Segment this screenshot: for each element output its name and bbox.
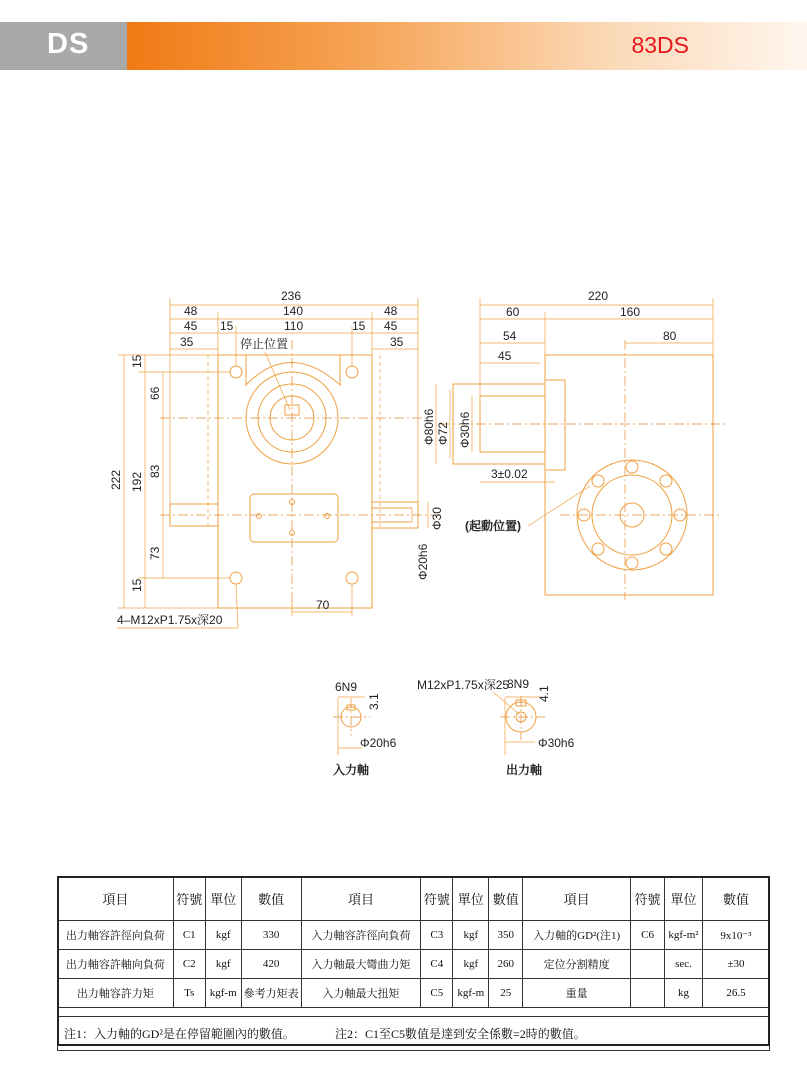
table-spacer xyxy=(58,1008,770,1017)
dim-label: 48 xyxy=(384,304,398,318)
table-cell: C5 xyxy=(421,979,453,1008)
table-row xyxy=(58,979,770,1008)
output-depth-label: 4.1 xyxy=(537,685,551,702)
dim-label: 60 xyxy=(506,305,520,319)
table-cell: kgf xyxy=(453,921,489,950)
dim-label: 192 xyxy=(130,471,144,492)
output-shaft-detail xyxy=(417,677,575,777)
dim-label: 3±0.02 xyxy=(491,467,528,481)
table-cell: kgf-m xyxy=(453,979,489,1008)
col-header: 單位 xyxy=(205,877,241,921)
hole-note: 4–M12xP1.75x深20 xyxy=(117,613,223,627)
dim-label: 73 xyxy=(148,546,162,560)
table-cell: 入力軸容許徑向負荷 xyxy=(301,921,421,950)
table-cell: kg xyxy=(665,979,703,1008)
dim-label: 110 xyxy=(284,319,304,333)
follower xyxy=(660,475,672,487)
table-cell: C6 xyxy=(631,921,665,950)
col-header: 項目 xyxy=(523,877,631,921)
table-cell: ±30 xyxy=(702,950,769,979)
table-cell: 350 xyxy=(489,921,523,950)
input-dia-label: Φ20h6 xyxy=(360,736,397,750)
output-key-label: 8N9 xyxy=(507,677,530,691)
table-row xyxy=(58,921,770,950)
dim-label: 66 xyxy=(148,386,162,400)
table-cell: 26.5 xyxy=(702,979,769,1008)
table-cell: 260 xyxy=(489,950,523,979)
front-body-outline xyxy=(218,355,372,608)
input-shaft-label: 入力軸 xyxy=(333,763,370,777)
leader-line xyxy=(236,584,238,628)
table-cell: 出力軸容許力矩 xyxy=(58,979,174,1008)
dim-label: 80 xyxy=(663,329,677,343)
dim-label: 15 xyxy=(130,578,144,592)
output-thread-label: M12xP1.75x深25 xyxy=(417,678,510,692)
dim-label: 15 xyxy=(220,319,234,333)
note-1: 注1：入力軸的GD²是在停留範圍內的數值。 xyxy=(64,1027,295,1041)
dim-label: 160 xyxy=(620,305,641,319)
table-cell: 420 xyxy=(241,950,301,979)
spacer-cell xyxy=(58,1008,770,1017)
input-key-label: 6N9 xyxy=(335,680,358,694)
col-header: 符號 xyxy=(631,877,665,921)
dim-label: 35 xyxy=(390,335,404,349)
table-cell xyxy=(631,950,665,979)
start-position-label: (起動位置) xyxy=(465,519,521,533)
table-cell: 入力軸的GD²(注1) xyxy=(523,921,631,950)
input-shaft-detail xyxy=(333,680,397,777)
table-cell: C1 xyxy=(173,921,205,950)
series-code: DS xyxy=(47,28,90,60)
dim-label: 45 xyxy=(384,319,398,333)
output-dia-label: Φ30h6 xyxy=(538,736,575,750)
side-collar xyxy=(545,380,565,470)
cover-screw xyxy=(257,514,262,519)
table-cell: 出力軸容許徑向負荷 xyxy=(58,921,174,950)
table-cell: 入力軸最大扭矩 xyxy=(301,979,421,1008)
dim-label: 15 xyxy=(352,319,366,333)
cover-screw xyxy=(325,514,330,519)
table-cell: C4 xyxy=(421,950,453,979)
dim-label: Φ20h6 xyxy=(416,543,430,580)
model-code: 83DS xyxy=(631,32,689,58)
table-row xyxy=(58,950,770,979)
table-cell: 重量 xyxy=(523,979,631,1008)
dim-label: Φ80h6 xyxy=(422,408,436,445)
col-header: 數值 xyxy=(702,877,769,921)
col-header: 符號 xyxy=(173,877,205,921)
table-header-row xyxy=(58,877,770,921)
table-cell: C2 xyxy=(173,950,205,979)
table-cell: kgf-m² xyxy=(665,921,703,950)
mount-hole-br xyxy=(346,572,358,584)
table-cell: kgf xyxy=(453,950,489,979)
dim-label: 48 xyxy=(184,304,198,318)
col-header: 項目 xyxy=(301,877,421,921)
dim-label: 15 xyxy=(130,354,144,368)
output-shaft-label: 出力軸 xyxy=(506,763,543,777)
mount-hole-tl xyxy=(230,366,242,378)
follower xyxy=(592,475,604,487)
notes-cell xyxy=(58,1017,770,1051)
col-header: 單位 xyxy=(453,877,489,921)
table-cell: kgf-m xyxy=(205,979,241,1008)
follower xyxy=(592,543,604,555)
table-cell: 出力軸容許軸向負荷 xyxy=(58,950,174,979)
table-cell: kgf xyxy=(205,921,241,950)
dim-label: 45 xyxy=(498,349,512,363)
spec-table xyxy=(57,876,770,1051)
col-header: 項目 xyxy=(58,877,174,921)
front-housing-bump xyxy=(246,355,340,385)
col-header: 單位 xyxy=(665,877,703,921)
dim-label: Φ30 xyxy=(430,507,444,530)
table-cell xyxy=(631,979,665,1008)
note-2: 注2：C1至C5數值是達到安全係數=2時的數值。 xyxy=(334,1027,586,1041)
follower xyxy=(626,557,638,569)
dim-label: 220 xyxy=(588,289,609,303)
table-cell: 330 xyxy=(241,921,301,950)
front-view xyxy=(109,289,444,628)
mount-hole-bl xyxy=(230,572,242,584)
side-view xyxy=(422,289,725,600)
input-depth-label: 3.1 xyxy=(367,693,381,710)
table-cell: 9x10⁻³ xyxy=(702,921,769,950)
table-cell: Ts xyxy=(173,979,205,1008)
table-cell: sec. xyxy=(665,950,703,979)
dim-label: 222 xyxy=(109,469,123,490)
table-cell: 定位分割精度 xyxy=(523,950,631,979)
table-cell: 入力軸最大彎曲力矩 xyxy=(301,950,421,979)
dim-label: 236 xyxy=(281,289,302,303)
table-cell: kgf xyxy=(205,950,241,979)
follower xyxy=(626,461,638,473)
col-header: 數值 xyxy=(489,877,523,921)
dim-label: 35 xyxy=(180,335,194,349)
stop-position-label: 停止位置 xyxy=(240,337,289,351)
col-header: 數值 xyxy=(241,877,301,921)
dim-label: 45 xyxy=(184,319,198,333)
dim-label: 70 xyxy=(316,598,330,612)
dim-label: 140 xyxy=(283,304,304,318)
mount-hole-tr xyxy=(346,366,358,378)
table-cell: C3 xyxy=(421,921,453,950)
col-header: 符號 xyxy=(421,877,453,921)
table-notes xyxy=(58,1017,770,1051)
dim-label: 83 xyxy=(148,464,162,478)
table-cell: 25 xyxy=(489,979,523,1008)
follower xyxy=(660,543,672,555)
dim-label: Φ30h6 xyxy=(458,411,472,448)
dim-label: Φ72 xyxy=(436,422,450,445)
table-cell: 參考力矩表 xyxy=(241,979,301,1008)
dim-label: 54 xyxy=(503,329,517,343)
